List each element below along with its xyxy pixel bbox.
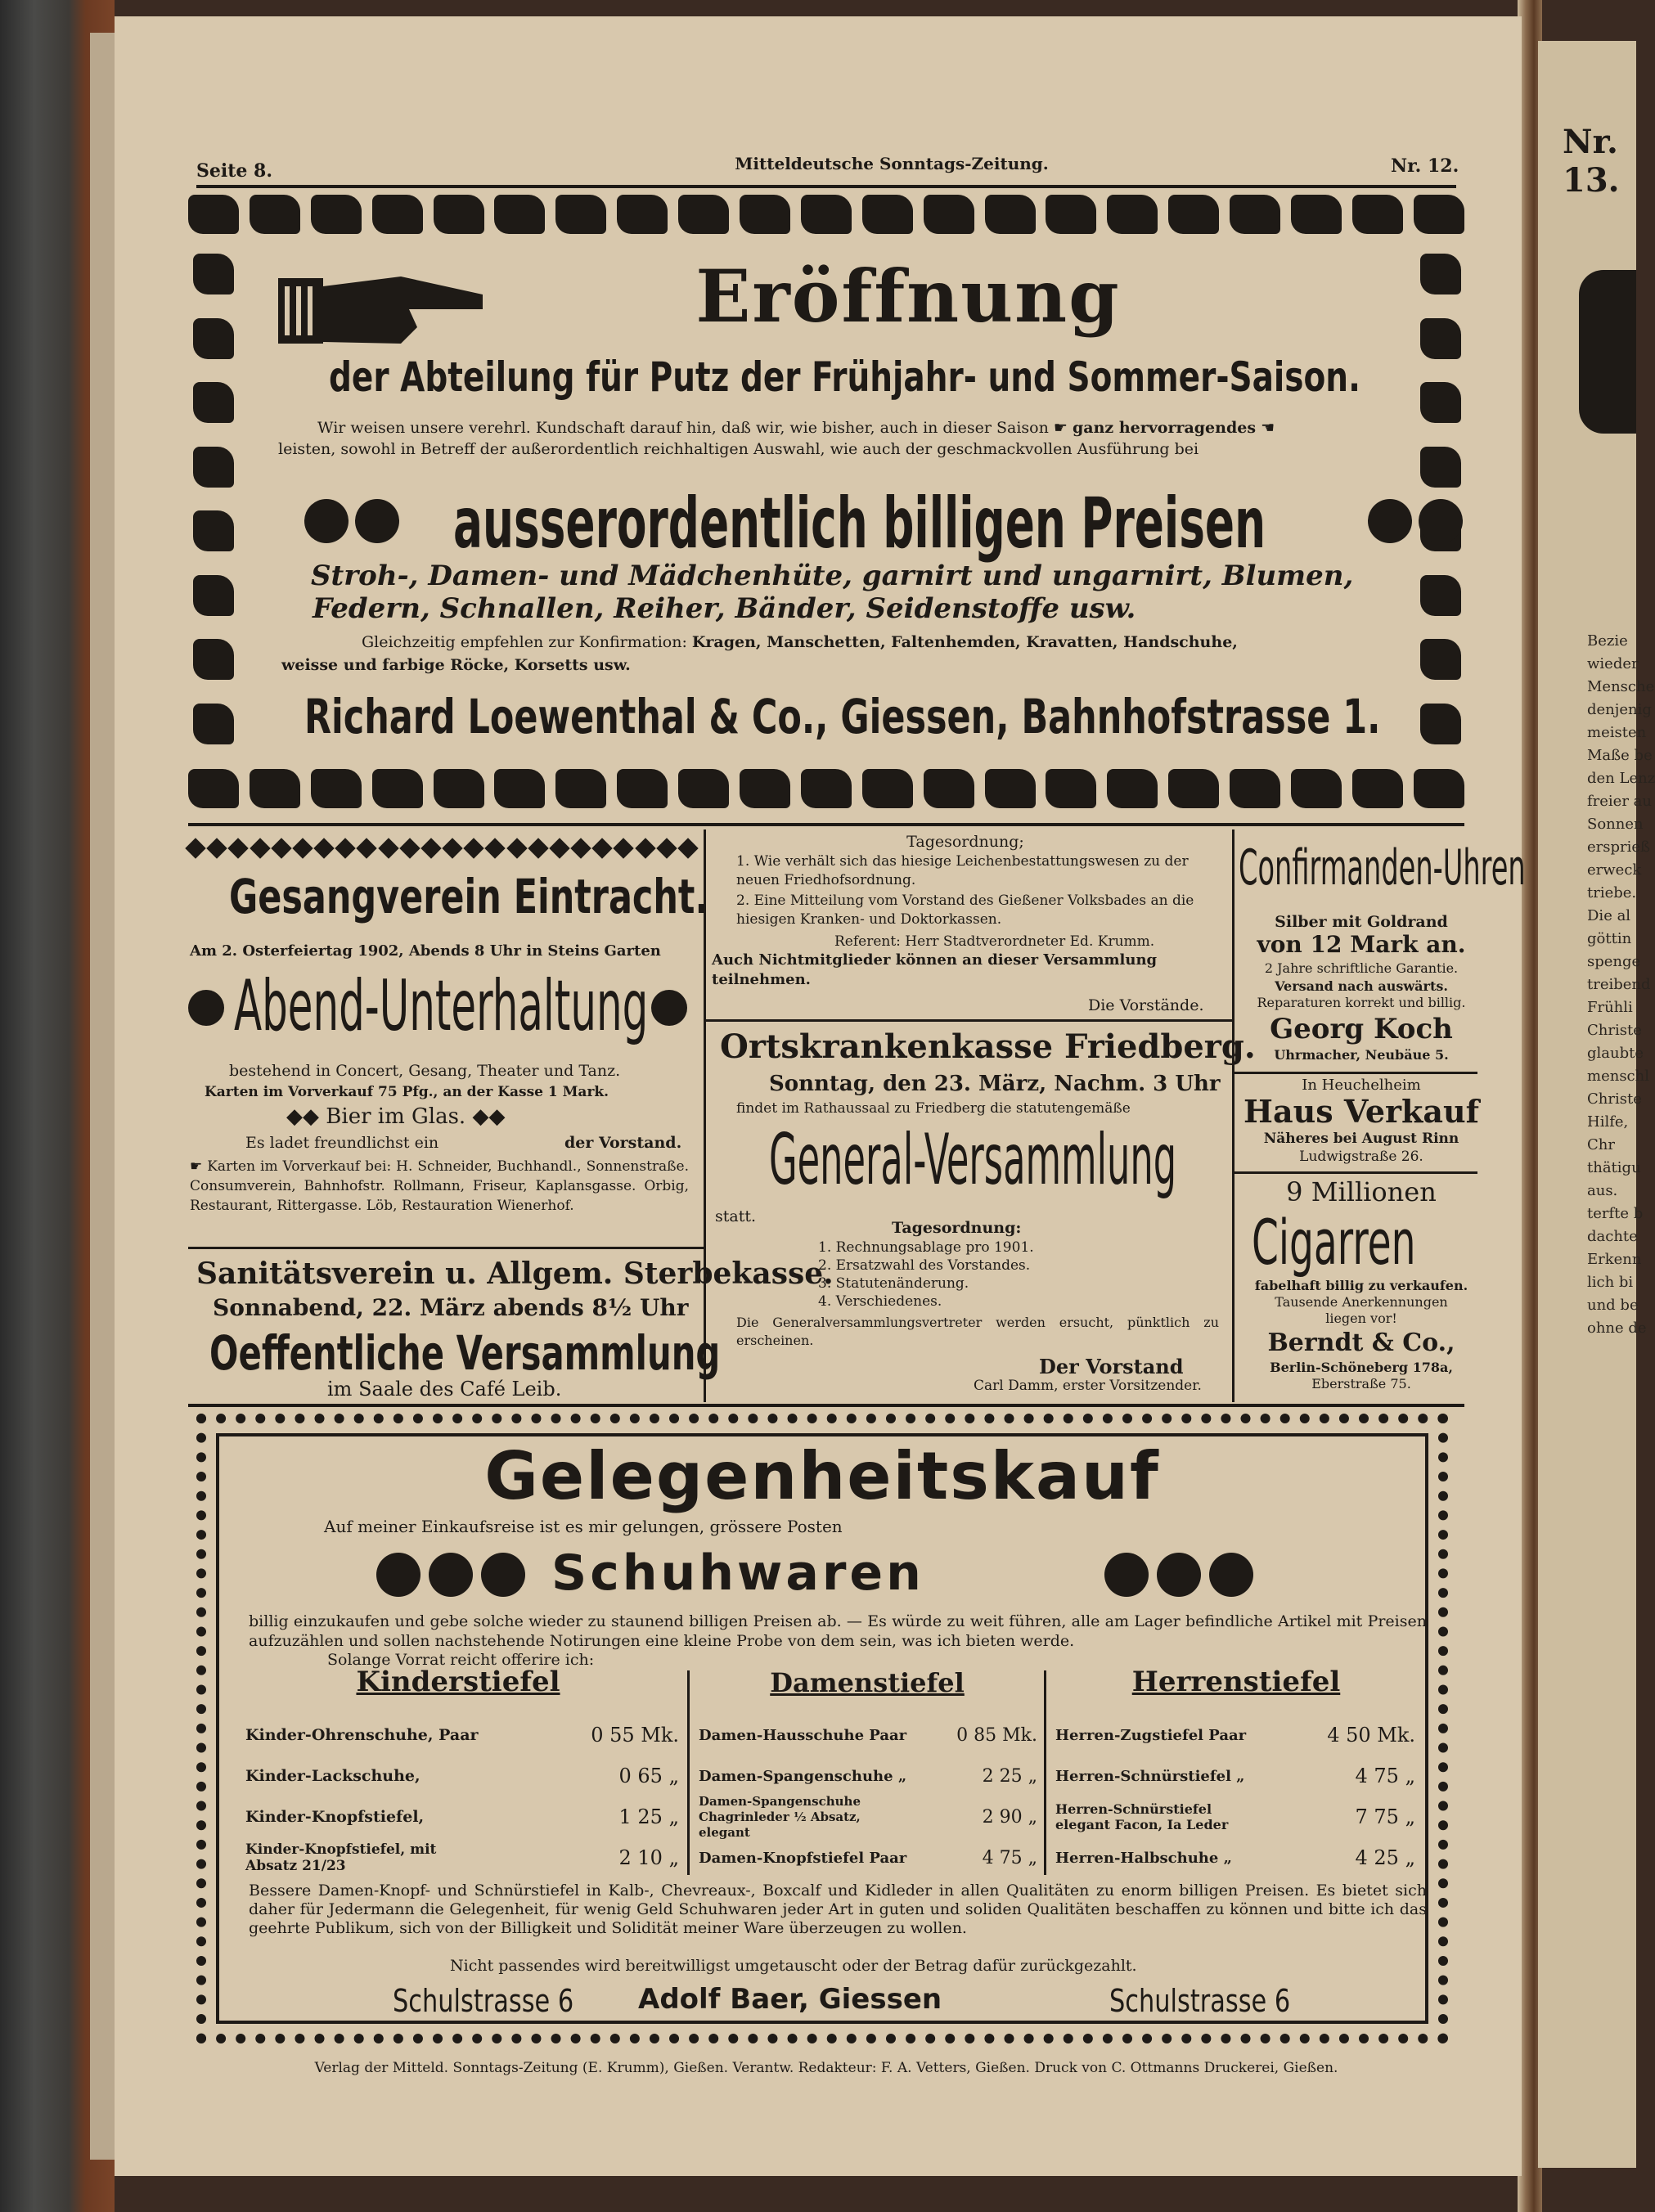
col-herren: [1055, 1715, 1415, 1878]
ad-loewenthal-line2: leisten, sowohl in Betreff der außerordentlich reichhaltigen Auswahl, wie auch der geschmackvollen Ausführung bei: [278, 440, 1199, 458]
ad-koch-name: Georg Koch: [1270, 1013, 1453, 1045]
ad-agenda-note: Auch Nichtmitglieder können an dieser Versammlung teilnehmen.: [712, 951, 1158, 988]
right-page-fragment: aus.: [1587, 1182, 1618, 1199]
ad-loewenthal-conf: Gleichzeitig empfehlen zur Konfirmation: Kragen, Manschetten, Faltenhemden, Kravatten, Handschuhe,: [362, 633, 1238, 651]
newspaper-title: Mitteldeutsche Sonntags-Zeitung.: [735, 154, 1049, 173]
bullet-dot-icon: [1209, 1553, 1253, 1597]
ad-baer-text3: Bessere Damen-Knopf- und Schnürstiefel in Kalb-, Chevreaux-, Boxcalf und Kidleder in allen Qualitäten zu enorm billigen Preisen. Es bietet sich daher für Jedermann die Gelegenheit, für wenig Geld Schuhwaren jeder Art in guten und soliden Qualitäten beschaffen zu können und bitte ich das geehrte Publikum, sich von der Billigkeit und Solidität meiner Ware überzeugen zu wollen.: [249, 1882, 1427, 1937]
bullet-dot-icon: [1157, 1553, 1201, 1597]
right-page-fragment: den Lenz: [1587, 770, 1655, 787]
ad-loewenthal-items2: Federn, Schnallen, Reiher, Bänder, Seidenstoffe usw.: [313, 592, 1136, 625]
column-divider: [1232, 830, 1235, 1402]
ad-eintracht-date: Am 2. Osterfeiertag 1902, Abends 8 Uhr in Steins Garten: [190, 942, 661, 960]
right-page-fragment: Die al: [1587, 907, 1631, 924]
right-page-fragment: lich bi: [1587, 1274, 1634, 1291]
ad-eintracht-beer: ◆◆ Bier im Glas. ◆◆: [286, 1104, 506, 1129]
newspaper-page: [115, 16, 1526, 2176]
right-page-fragment: und be: [1587, 1297, 1639, 1314]
ad-baer-footer-right: Schulstrasse 6: [1109, 1983, 1291, 2019]
ad-sanitaet-event: Oeffentliche Versammlung: [209, 1325, 721, 1381]
bullet-dot-icon: [651, 990, 687, 1026]
right-page-fragment: Chr: [1587, 1136, 1615, 1153]
right-page-fragment: thätigu: [1587, 1159, 1641, 1176]
section-rule: [188, 823, 1464, 826]
ad-eintracht-invite-by: der Vorstand.: [564, 1134, 682, 1152]
ad-berndt-addr2: Eberstraße 75.: [1311, 1376, 1411, 1391]
ad-sanitaet-title: Sanitätsverein u. Allgem. Sterbekasse.: [196, 1257, 834, 1291]
right-page-fragment: wieder: [1587, 655, 1639, 672]
col-damen-title: Damenstiefel: [770, 1667, 965, 1698]
section-rule: [1232, 1072, 1477, 1074]
ad-loewenthal-firm: Richard Loewenthal & Co., Giessen, Bahnhofstrasse 1.: [304, 689, 1381, 744]
ad-berndt-title: Cigarren: [1252, 1206, 1416, 1279]
ad-berndt-line1: fabelhaft billig zu verkaufen.: [1254, 1278, 1468, 1293]
right-page-fragment: Hilfe,: [1587, 1113, 1629, 1131]
price-row: Kinder-Knopfstiefel, 1 25 „: [245, 1805, 679, 1828]
right-page-fragment: denjenig: [1587, 701, 1652, 718]
price-row: Damen-Knopfstiefel Paar 4 75 „: [699, 1847, 1037, 1868]
ad-baer-footer-left: Schulstrasse 6: [393, 1983, 574, 2019]
page-number: Seite 8.: [196, 160, 273, 182]
ad-berndt-addr1: Berlin-Schöneberg 178a,: [1270, 1360, 1453, 1375]
bullet-dot-icon: [376, 1553, 420, 1597]
price-row: Herren-Halbschuhe „ 4 25 „: [1055, 1846, 1415, 1869]
ad-haus-pre: In Heuchelheim: [1302, 1077, 1421, 1094]
price-row: Herren-Zugstiefel Paar 4 50 Mk.: [1055, 1724, 1415, 1747]
right-page-fragment: glaubte: [1587, 1045, 1644, 1062]
ad-koch-line1: Silber mit Goldrand: [1275, 913, 1448, 931]
right-page-fragment: triebe.: [1587, 884, 1637, 901]
ad-agenda-heading: Tagesordnung;: [906, 833, 1024, 851]
ad-loewenthal-line1: Wir weisen unsere verehrl. Kundschaft darauf hin, daß wir, wie bisher, auch in dieser Saison ☛ ganz hervorragendes ☚: [317, 419, 1275, 437]
ad-koch-line3: 2 Jahre schriftliche Garantie.: [1264, 960, 1459, 976]
right-page-fragment: Sonnen: [1587, 816, 1644, 833]
right-page-fragment: Christe: [1587, 1090, 1642, 1108]
bullet-dot-icon: [481, 1553, 525, 1597]
ad-koch-title: Confirmanden-Uhren: [1239, 839, 1526, 897]
right-page-text: [1587, 630, 1655, 1340]
right-page-fragment: menschl: [1587, 1068, 1649, 1085]
issue-number: Nr. 12.: [1391, 155, 1459, 177]
ad-ortskranken-place: findet im Rathaussaal zu Friedberg die statutengemäße: [736, 1100, 1131, 1117]
ad-koch-line4: Versand nach auswärts.: [1275, 978, 1448, 994]
ad-loewenthal-subtitle: der Abteilung für Putz der Frühjahr- und Sommer-Saison.: [329, 353, 1360, 401]
ad-eintracht-presale: ☛ Karten im Vorverkauf bei: H. Schneider, Buchhandl., Sonnenstraße. Consumverein, Bahnhofstr. Rollmann, Friseur, Kaplansgasse. Orbig, Restaurant, Rittergasse. Löb, Restauration Wienerhof.: [190, 1158, 689, 1214]
right-page-fragment: treibend: [1587, 976, 1651, 993]
ad-baer-text2: Solange Vorrat reicht offerire ich:: [327, 1651, 595, 1669]
ad-koch-line2: von 12 Mark an.: [1257, 931, 1466, 958]
ad-loewenthal-items1: Stroh-, Damen- und Mädchenhüte, garnirt und ungarnirt, Blumen,: [311, 560, 1354, 592]
ornament-border-bottom: [188, 769, 1464, 808]
ad-baer-headline: Schuhwaren: [376, 1544, 1440, 1610]
ad-agenda-sign: Die Vorstände.: [1088, 996, 1204, 1014]
price-row: Herren-Schnürstiefel elegant Facon, Ia Leder 7 75 „: [1055, 1801, 1415, 1832]
ad-agenda-item2: 2. Eine Mitteilung vom Vorstand des Gießener Volksbades an die hiesigen Kranken- und Doktorkassen.: [736, 892, 1194, 928]
ad-koch-line5: Reparaturen korrekt und billig.: [1257, 995, 1466, 1010]
price-row: Herren-Schnürstiefel „ 4 75 „: [1055, 1765, 1415, 1787]
bullet-dot-icon: [1419, 499, 1463, 543]
ad-ortskranken-statt: statt.: [715, 1207, 757, 1225]
ad-baer-text4: Nicht passendes wird bereitwilligst umgetauscht oder der Betrag dafür zurückgezahlt.: [450, 1957, 1137, 1975]
ad-eintracht-prices: Karten im Vorverkauf 75 Pfg., an der Kasse 1 Mark.: [205, 1084, 609, 1100]
right-page-fragment: ersprieß: [1587, 838, 1651, 856]
ad-sanitaet-place: im Saale des Café Leib.: [327, 1378, 562, 1400]
ad-sanitaet-date: Sonnabend, 22. März abends 8½ Uhr: [213, 1294, 689, 1321]
ad-agenda-speaker: Referent: Herr Stadtverordneter Ed. Krumm.: [834, 933, 1155, 950]
right-page-fragment: freier au: [1587, 793, 1652, 810]
ad-berndt-line2: Tausende Anerkennungen: [1275, 1294, 1448, 1310]
right-page-fragment: ohne de: [1587, 1320, 1647, 1337]
right-page-fragment: Mensche: [1587, 678, 1655, 695]
ad-ortskranken-items: 1. Rechnungsablage pro 1901. 2. Ersatzwahl des Vorstandes. 3. Statutenänderung. 4. Verschiedenes.: [818, 1239, 1034, 1310]
section-rule: [188, 1404, 1464, 1407]
price-row: Kinder-Ohrenschuhe, Paar 0 55 Mk.: [245, 1724, 679, 1747]
price-row: Kinder-Knopfstiefel, mit Absatz 21/23 2 10 „: [245, 1841, 679, 1874]
ad-ortskranken-date: Sonntag, den 23. März, Nachm. 3 Uhr: [769, 1072, 1221, 1096]
price-row: Kinder-Lackschuhe, 0 65 „: [245, 1765, 679, 1787]
section-rule: [704, 1019, 1232, 1022]
ad-ortskranken-event: General-Versammlung: [769, 1119, 1177, 1201]
bullet-dot-icon: [188, 990, 224, 1026]
col-herren-title: Herrenstiefel: [1131, 1666, 1341, 1698]
ad-eintracht-invite: Es ladet freundlichst ein: [245, 1134, 439, 1152]
column-divider: [1044, 1670, 1046, 1875]
diamond-border: [188, 841, 695, 856]
ad-eintracht-desc: bestehend in Concert, Gesang, Theater und Tanz.: [229, 1062, 621, 1080]
ornament-border-top: [188, 195, 1464, 234]
ad-haus-title: Haus Verkauf: [1243, 1093, 1479, 1130]
right-page-issue: Nr. 13.: [1563, 123, 1620, 200]
ad-loewenthal-headline: ausserordentlich billigen Preisen: [304, 483, 1466, 556]
col-kinder-title: Kinderstiefel: [356, 1666, 560, 1698]
column-divider: [687, 1670, 690, 1875]
ad-loewenthal-conf2: weisse und farbige Röcke, Korsetts usw.: [281, 656, 631, 674]
ad-agenda-item1: 1. Wie verhält sich das hiesige Leichenbestattungswesen zu der neuen Friedhofsordnung.: [736, 853, 1189, 888]
ad-berndt-name: Berndt & Co.,: [1267, 1329, 1455, 1357]
bullet-dot-icon: [1104, 1553, 1149, 1597]
ad-berndt-line3: liegen vor!: [1325, 1311, 1397, 1326]
right-page-fragment: erweck: [1587, 861, 1642, 879]
ad-ortskranken-sign: Der Vorstand: [1039, 1355, 1184, 1378]
right-page-fragment: Frühli: [1587, 999, 1633, 1016]
right-page-fragment: meisten: [1587, 724, 1647, 741]
right-page-fragment: Bezie: [1587, 632, 1628, 650]
imprint: Verlag der Mitteld. Sonntags-Zeitung (E. Krumm), Gießen. Verantw. Redakteur: F. A. Vetters, Gießen. Druck von C. Ottmanns Druckerei, Gießen.: [314, 2060, 1338, 2076]
ad-ortskranken-signer: Carl Damm, erster Vorsitzender.: [974, 1378, 1202, 1394]
ad-koch-addr: Uhrmacher, Neubäue 5.: [1274, 1047, 1449, 1063]
pointing-hand-icon: [278, 262, 491, 352]
ad-ortskranken-title: Ortskrankenkasse Friedberg.: [720, 1027, 1256, 1066]
ad-ortskranken-note: Die Generalversammlungsvertreter werden ersucht, pünktlich zu erscheinen.: [736, 1315, 1219, 1348]
ad-baer-text1: billig einzukaufen und gebe solche wieder zu staunend billigen Preisen ab. — Es würde zu weit führen, alle am Lager befindliche Artikel mit Preisen aufzuzählen und sollen nachstehende Notirungen eine kleine Probe von dem sein, was ich bieten werde.: [249, 1612, 1427, 1650]
right-page-fragment: dachte: [1587, 1228, 1638, 1245]
ornament-border-left: [193, 254, 234, 744]
ad-eintracht-title: Gesangverein Eintracht.: [229, 869, 708, 924]
bullet-dot-icon: [429, 1553, 473, 1597]
right-page-fragment: Erkenn: [1587, 1251, 1642, 1268]
ad-berndt-pre: 9 Millionen: [1286, 1176, 1437, 1207]
ad-baer-title: Gelegenheitskauf: [484, 1438, 1160, 1514]
right-page-fragment: Christe: [1587, 1022, 1642, 1039]
section-rule: [188, 1247, 704, 1249]
right-page-fragment: göttin: [1587, 930, 1632, 947]
bullet-dot-icon: [1368, 499, 1412, 543]
ad-loewenthal-title: Eröffnung: [695, 254, 1121, 339]
bullet-dot-icon: [355, 499, 399, 543]
header-rule: [196, 185, 1456, 188]
right-page-letter: [1579, 270, 1636, 434]
price-row: Damen-Hausschuhe Paar 0 85 Mk.: [699, 1724, 1037, 1746]
price-row: Damen-Spangenschuhe „ 2 25 „: [699, 1765, 1037, 1787]
col-kinder: [245, 1715, 679, 1878]
section-rule: [1232, 1171, 1477, 1174]
ad-baer-footer-mid: Adolf Baer, Giessen: [638, 1983, 942, 2016]
ad-haus-addr: Ludwigstraße 26.: [1299, 1149, 1423, 1165]
ad-baer-intro: Auf meiner Einkaufsreise ist es mir gelungen, grössere Posten: [324, 1517, 843, 1536]
col-damen: [699, 1715, 1037, 1878]
right-page-fragment: spenge: [1587, 953, 1641, 970]
right-page-fragment: Maße be: [1587, 747, 1653, 764]
bullet-dot-icon: [304, 499, 349, 543]
ad-eintracht-event: Abend-Unterhaltung: [188, 965, 704, 1055]
ad-ortskranken-heading: Tagesordnung:: [892, 1219, 1022, 1237]
ad-haus-line: Näheres bei August Rinn: [1263, 1131, 1459, 1147]
right-page: [1538, 41, 1655, 2168]
right-page-fragment: terfte b: [1587, 1205, 1644, 1222]
price-row: Damen-Spangenschuhe Chagrinleder ½ Absatz, elegant 2 90 „: [699, 1793, 1037, 1840]
